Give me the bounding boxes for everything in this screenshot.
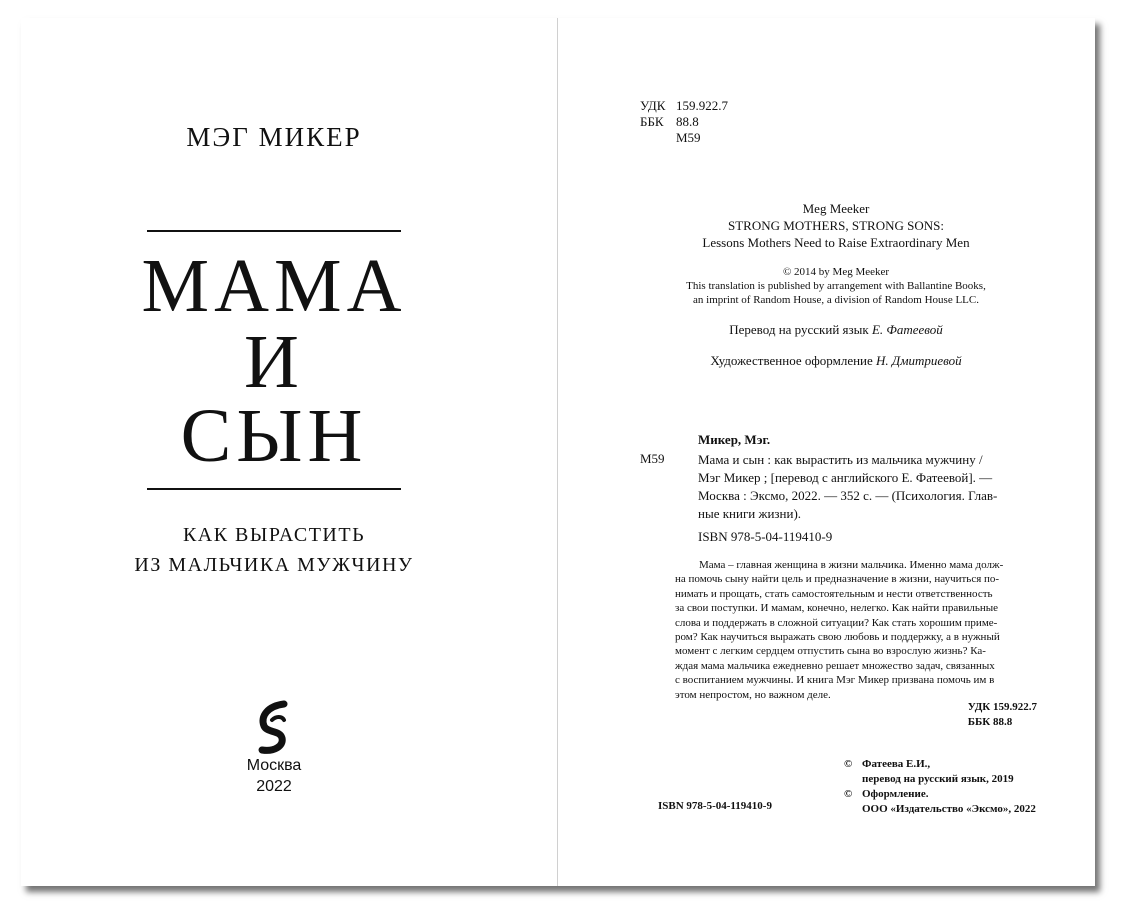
copyright-block: © Фатеева Е.И., перевод на русский язык, 2019 © Оформление. ООО «Издательство «Эксмо», 2022 <box>844 758 1036 815</box>
subtitle-line-2: ИЗ МАЛЬЧИКА МУЖЧИНУ <box>134 554 414 576</box>
original-copyright-line: This translation is published by arrangement with Ballantine Books, <box>686 280 986 292</box>
book-spread <box>21 18 1095 886</box>
title-line-3: СЫН <box>180 394 368 478</box>
title-page <box>21 18 558 886</box>
title-line-1: МАМА <box>141 244 407 328</box>
bib-heading: Микер, Мэг. <box>698 432 771 447</box>
bib-description: Мама и сын : как вырастить из мальчика мужчину / Мэг Микер ; [перевод с английского Е. Фатеевой]. — Москва : Эксмо, 2022. — 352 с. — (Психология. Глав- ные книги жизни). <box>698 452 998 521</box>
title-rule-top <box>147 230 401 232</box>
translation-credit: Перевод на русский язык Е. Фатеевой <box>729 322 943 337</box>
imprint-page <box>558 18 1095 886</box>
eksmo-logo-icon <box>254 700 294 756</box>
original-subtitle: Lessons Mothers Need to Raise Extraordinary Men <box>702 235 970 250</box>
title-rule-bottom <box>147 488 401 490</box>
bib-isbn: ISBN 978-5-04-119410-9 <box>698 529 833 544</box>
original-author: Meg Meeker <box>802 201 870 216</box>
original-copyright-line: an imprint of Random House, a division of Random House LLC. <box>693 294 979 306</box>
publisher-city: Москва <box>246 757 302 774</box>
original-copyright-line: © 2014 by Meg Meeker <box>782 266 890 278</box>
design-credit: Художественное оформление Н. Дмитриевой <box>710 353 962 368</box>
publication-year: 2022 <box>256 778 292 795</box>
subtitle-line-1: КАК ВЫРАСТИТЬ <box>182 524 366 546</box>
classification-codes: УДК 159.922.7 ББК 88.8 М59 <box>640 98 728 145</box>
annotation: Мама – главная женщина в жизни мальчика. Именно мама долж- на помочь сыну найти цель и предназначение в жизни, научиться по- нимать и прощать, стать самостоятельным и нести ответственность за свои поступки. И мамам, конечно, нелегко. Как найти правильные слова и поддержать в сложной ситуации? Как стать хорошим приме- ром? Как научиться выражать свою любовь и поддержку, а в нужный момент с легким сердцем отпустить сына во взрослую жизнь? Ка- ждая мама мальчика ежедневно решает множество задач, связанных с воспитанием мужчины. И книга Мэг Микер призвана помочь им в этом непростом, но важном деле. <box>675 559 1004 701</box>
bib-author-code: М59 <box>640 451 665 466</box>
footer-classification: УДК 159.922.7 ББК 88.8 <box>967 701 1037 728</box>
footer-isbn: ISBN 978-5-04-119410-9 <box>658 800 772 812</box>
title-line-2: И <box>244 320 304 404</box>
author-name: МЭГ МИКЕР <box>186 122 362 152</box>
original-title: STRONG MOTHERS, STRONG SONS: <box>728 218 944 233</box>
